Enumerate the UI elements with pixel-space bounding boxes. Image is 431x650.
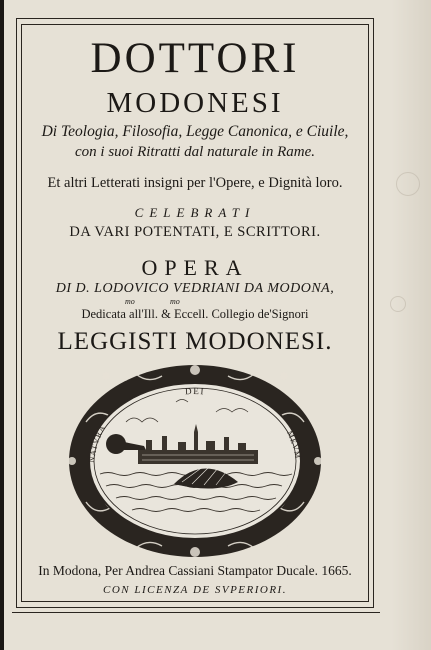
license-line: CON LICENZA DE SVPERIORI. (103, 584, 287, 596)
paper-stain (390, 296, 406, 312)
author-line: DI D. LODOVICO VEDRIANI DA MODONA, (55, 281, 335, 296)
superscript-mo-right: mo (170, 297, 180, 306)
printers-device-emblem (66, 362, 324, 560)
dedicatee-line: LEGGISTI MODONESI. (57, 328, 333, 355)
celebrati-line: CELEBRATI (134, 205, 256, 220)
svg-text:DEI (185, 386, 206, 397)
paper-stain (396, 172, 420, 196)
motto-left: NATVRA (86, 423, 108, 464)
page-margin-right (391, 0, 431, 650)
potentates-line: DA VARI POTENTATI, E SCRITTORI. (69, 224, 321, 240)
subtitle-line-2: con i suoi Ritratti dal naturale in Rame. (75, 144, 315, 160)
bottom-rule (12, 612, 380, 613)
subtitle-line-3: Et altri Letterati insigni per l'Opere, e Dignità loro. (47, 175, 343, 191)
subtitle-line-1: Di Teologia, Filosofia, Legge Canonica, e Ciuile, (41, 123, 349, 140)
dedication-line: Dedicata all'Ill. & Eccell. Collegio de'Signori (81, 307, 309, 321)
motto-top: DEI (184, 385, 206, 397)
superscript-mo-left: mo (125, 297, 135, 306)
opera-line: OPERA (141, 255, 249, 280)
scan-edge (0, 0, 4, 650)
main-title-second-line: MODONESI (106, 87, 284, 119)
main-title: DOTTORI (90, 35, 300, 82)
motto-right: MEVM (285, 429, 303, 461)
imprint-line: In Modona, Per Andrea Cassiani Stampator Ducale. 1665. (38, 563, 352, 578)
